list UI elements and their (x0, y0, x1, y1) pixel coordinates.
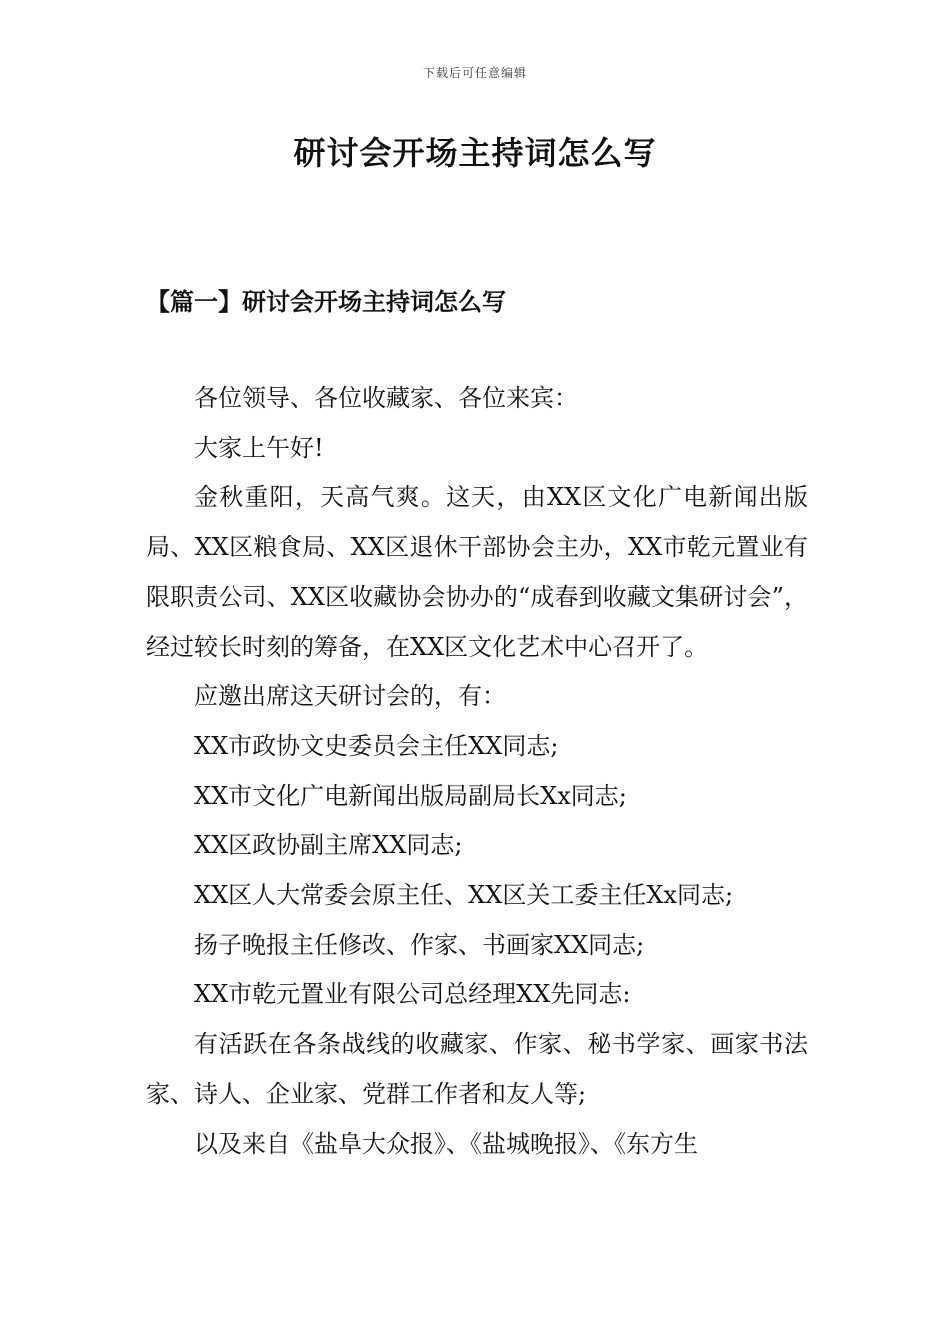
paragraph-media: 以及来自《盐阜大众报》、《盐城晚报》、《东方生 (194, 1129, 698, 1158)
paragraph-attendee-group: 有活跃在各条战线的收藏家、作家、秘书学家、画家书法家、诗人、企业家、党群工作者和友人等; (146, 1030, 808, 1108)
paragraph-attendee: XX市文化广电新闻出版局副局长Xx同志; (194, 781, 627, 810)
paragraph-attendee: XX区政协副主席XX同志; (194, 831, 463, 860)
section-heading: 【篇一】研讨会开场主持词怎么写 (146, 287, 506, 316)
paragraph-intro: 金秋重阳，天高气爽。这天，由XX区文化广电新闻出版局、XX区粮食局、XX区退休干部协会主办，XX市乾元置业有限职责公司、XX区收藏协会协办的“成春到收藏文集研讨会”，经过较长时刻的筹备，在XX区文化艺术中心召开了。 (146, 483, 808, 661)
document-title: 研讨会开场主持词怎么写 (293, 134, 657, 172)
paragraph-attendee: 扬子晚报主任修改、作家、书画家XX同志; (194, 930, 645, 959)
paragraph-good-morning: 大家上午好! (194, 433, 324, 462)
paragraph-attendee: XX区人大常委会原主任、XX区关工委主任Xx同志; (194, 881, 734, 910)
paragraph-greeting: 各位领导、各位收藏家、各位来宾： (194, 384, 578, 412)
paragraph-attendees-intro: 应邀出席这天研讨会的，有： (194, 682, 506, 711)
header-note: 下载后可任意编辑 (422, 66, 527, 80)
paragraph-attendee: XX市乾元置业有限公司总经理XX先同志: (194, 980, 631, 1009)
document-body (146, 374, 808, 1169)
paragraph-attendee: XX市政协文史委员会主任XX同志; (194, 731, 559, 760)
